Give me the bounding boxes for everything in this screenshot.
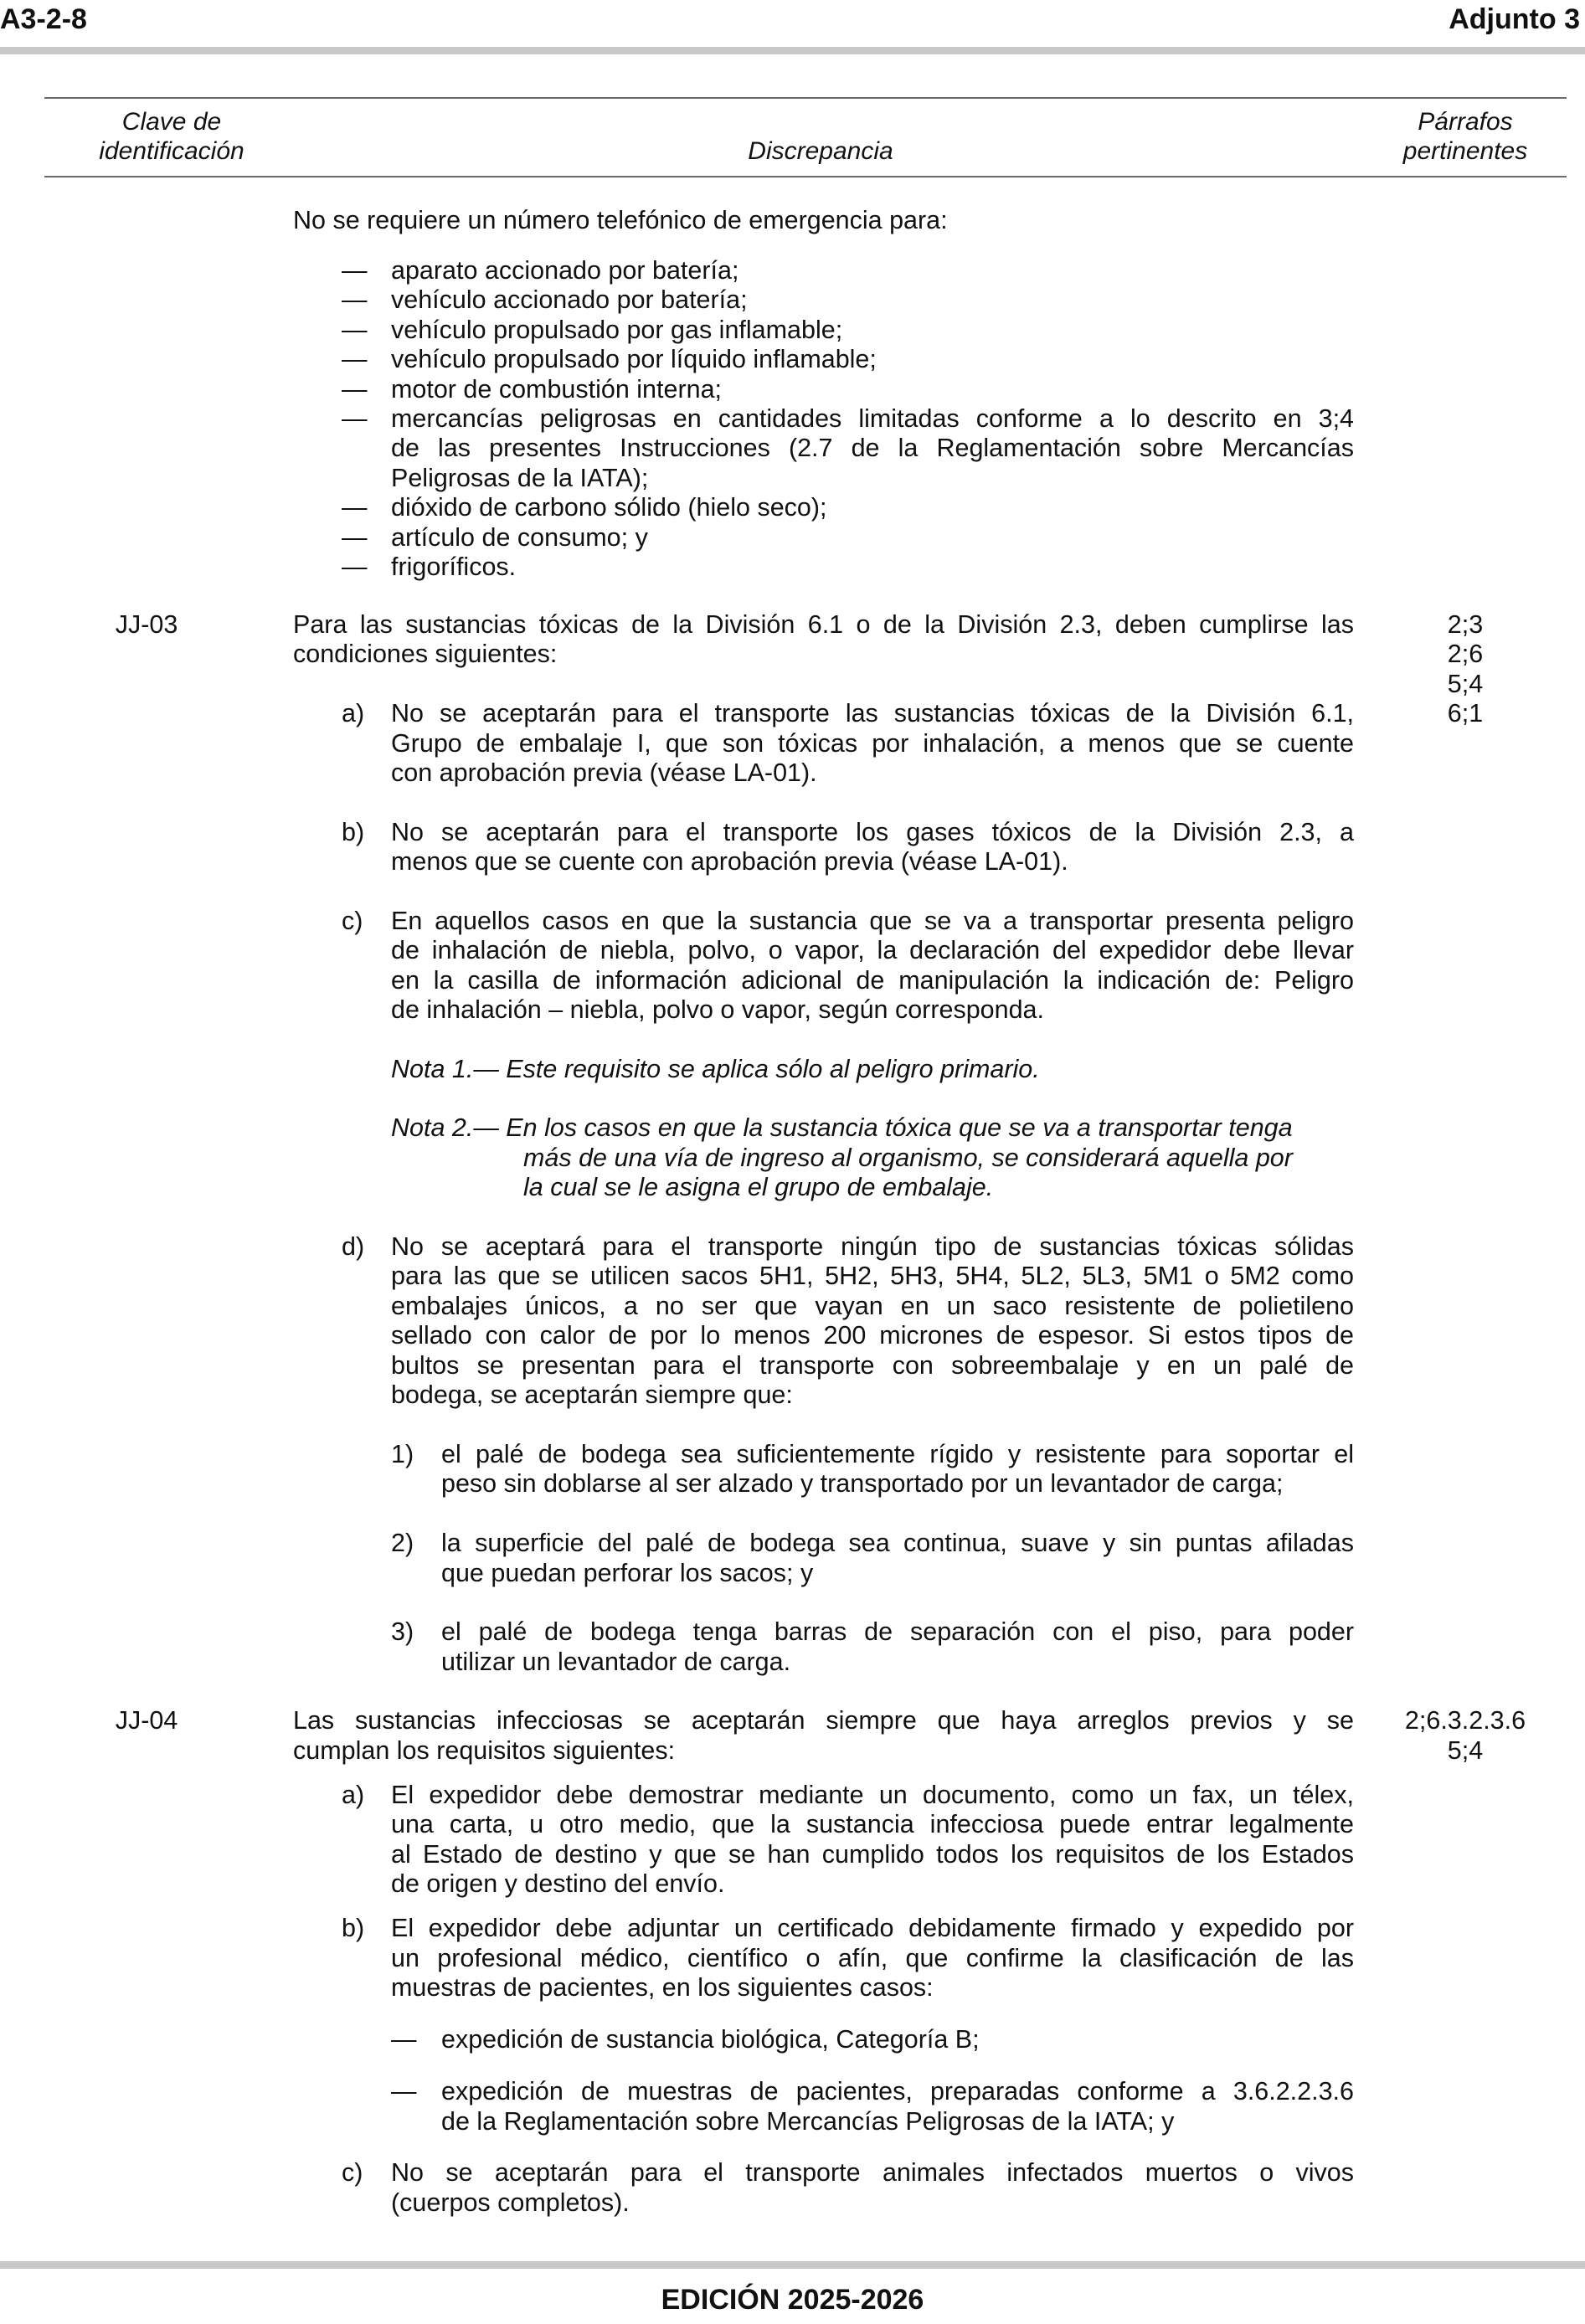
- list-item: aparato accionado por batería;: [391, 256, 739, 285]
- page-header-annex: Adjunto 3: [1449, 3, 1580, 35]
- item-label: c): [342, 907, 363, 935]
- paragraph-ref: 2;6.3.2.3.6: [1404, 1706, 1526, 1735]
- item-label: a): [342, 1781, 365, 1809]
- item-text: embalajes únicos, a no ser que vayan en un saco resistente de polietileno: [391, 1292, 1354, 1320]
- column-header-paragraphs: [1365, 107, 1566, 166]
- item-text: bultos se presentan para el transporte con sobreembalaje y en un palé de: [391, 1351, 1354, 1380]
- subitem-label: 3): [391, 1617, 414, 1646]
- entry-text: Las sustancias infecciosas se aceptarán siempre que haya arreglos previos y se: [293, 1706, 1354, 1735]
- note-2-continued: la cual se le asigna el grupo de embalaje.: [523, 1173, 994, 1201]
- paragraph-ref: 2;3: [1447, 610, 1484, 639]
- item-text: un profesional médico, científico o afín, que confirme la clasificación de las: [391, 1944, 1354, 1972]
- table-header-bottom-rule: [44, 176, 1567, 177]
- list-dash: —: [342, 404, 368, 433]
- item-text: (cuerpos completos).: [391, 2188, 630, 2217]
- table-header-top-rule: [44, 97, 1567, 99]
- note-2-continued: más de una vía de ingreso al organismo, se considerará aquella por: [523, 1144, 1293, 1172]
- subitem-text: que puedan perforar los sacos; y: [441, 1559, 814, 1587]
- item-text: menos que se cuente con aprobación previa (véase LA-01).: [391, 847, 1068, 876]
- list-item: dióxido de carbono sólido (hielo seco);: [391, 493, 827, 522]
- list-dash: —: [342, 345, 368, 373]
- item-text: de inhalación de niebla, polvo, o vapor, la declaración del expedidor debe llevar: [391, 936, 1354, 964]
- item-label: a): [342, 699, 365, 728]
- column-header-paragraphs-line1: Párrafos: [1418, 108, 1513, 136]
- subitem-label: 2): [391, 1529, 414, 1557]
- entry-text: condiciones siguientes:: [293, 640, 558, 668]
- subitem-text: utilizar un levantador de carga.: [441, 1648, 791, 1676]
- item-text: para las que se utilicen sacos 5H1, 5H2, 5H3, 5H4, 5L2, 5L3, 5M1 o 5M2 como: [391, 1262, 1354, 1290]
- list-dash: —: [342, 256, 368, 285]
- list-item: mercancías peligrosas en cantidades limitadas conforme a lo descrito en 3;4: [391, 404, 1354, 433]
- item-text: No se aceptará para el transporte ningún tipo de sustancias tóxicas sólidas: [391, 1232, 1354, 1261]
- subitem-text: el palé de bodega tenga barras de separación con el piso, para poder: [441, 1617, 1354, 1646]
- list-dash: —: [342, 493, 368, 522]
- subitem-label: 1): [391, 1440, 414, 1468]
- list-item: artículo de consumo; y: [391, 523, 648, 552]
- list-dash: —: [391, 2025, 417, 2054]
- item-text: una carta, u otro medio, que la sustancia infecciosa puede entrar legalmente: [391, 1810, 1354, 1838]
- item-text: de inhalación – niebla, polvo o vapor, según corresponda.: [391, 995, 1044, 1024]
- item-label: b): [342, 818, 365, 846]
- item-text: No se aceptarán para el transporte los gases tóxicos de la División 2.3, a: [391, 818, 1354, 846]
- identification-code: JJ-04: [115, 1706, 178, 1735]
- item-label: c): [342, 2158, 363, 2187]
- item-text: El expedidor debe demostrar mediante un documento, como un fax, un télex,: [391, 1781, 1354, 1809]
- item-text: bodega, se aceptarán siempre que:: [391, 1381, 793, 1409]
- item-text: con aprobación previa (véase LA-01).: [391, 758, 817, 787]
- paragraph-ref: 5;4: [1447, 1736, 1484, 1765]
- list-item: vehículo accionado por batería;: [391, 285, 748, 314]
- list-item: vehículo propulsado por líquido inflamable;: [391, 345, 877, 373]
- dash-item-text: de la Reglamentación sobre Mercancías Peligrosas de la IATA; y: [441, 2107, 1175, 2136]
- header-rule: [0, 47, 1585, 54]
- entry-text: cumplan los requisitos siguientes:: [293, 1736, 676, 1765]
- item-text: El expedidor debe adjuntar un certificado debidamente firmado y expedido por: [391, 1914, 1354, 1942]
- column-header-code: [67, 107, 276, 166]
- identification-code: JJ-03: [115, 610, 178, 639]
- dash-item-text: expedición de sustancia biológica, Categoría B;: [441, 2025, 980, 2054]
- subitem-text: la superficie del palé de bodega sea continua, suave y sin puntas afiladas: [441, 1529, 1354, 1557]
- item-text: al Estado de destino y que se han cumplido todos los requisitos de los Estados: [391, 1840, 1354, 1869]
- list-dash: —: [342, 375, 368, 404]
- list-dash: —: [342, 285, 368, 314]
- paragraph-ref: 6;1: [1447, 699, 1484, 728]
- item-text: No se aceptarán para el transporte animales infectados muertos o vivos: [391, 2158, 1354, 2187]
- list-dash: —: [342, 316, 368, 344]
- page-header-code: A3-2-8: [0, 3, 87, 35]
- list-item-continued: Peligrosas de la IATA);: [391, 464, 649, 492]
- column-header-code-line2: identificación: [99, 137, 244, 165]
- list-dash: —: [391, 2077, 417, 2105]
- list-dash: —: [342, 553, 368, 581]
- paragraph-ref: 5;4: [1447, 670, 1484, 698]
- intro-text: No se requiere un número telefónico de emergencia para:: [293, 206, 948, 234]
- item-label: b): [342, 1914, 365, 1942]
- list-dash: —: [342, 523, 368, 552]
- list-item: frigoríficos.: [391, 553, 517, 581]
- edition-footer: EDICIÓN 2025-2026: [661, 2284, 924, 2316]
- item-text: Grupo de embalaje I, que son tóxicas por inhalación, a menos que se cuente: [391, 729, 1354, 758]
- list-item: vehículo propulsado por gas inflamable;: [391, 316, 843, 344]
- subitem-text: el palé de bodega sea suficientemente rígido y resistente para soportar el: [441, 1440, 1354, 1468]
- subitem-text: peso sin doblarse al ser alzado y transportado por un levantador de carga;: [441, 1469, 1284, 1498]
- item-text: No se aceptarán para el transporte las sustancias tóxicas de la División 6.1,: [391, 699, 1354, 728]
- item-text: En aquellos casos en que la sustancia que se va a transportar presenta peligro: [391, 907, 1354, 935]
- item-text: de origen y destino del envío.: [391, 1869, 725, 1898]
- list-item: motor de combustión interna;: [391, 375, 723, 404]
- column-header-paragraphs-line2: pertinentes: [1402, 137, 1528, 165]
- note-1: Nota 1.— Este requisito se aplica sólo al peligro primario.: [391, 1055, 1040, 1083]
- column-header-code-line1: Clave de: [121, 108, 222, 136]
- dash-item-text: expedición de muestras de pacientes, preparadas conforme a 3.6.2.2.3.6: [441, 2077, 1354, 2105]
- note-2: Nota 2.— En los casos en que la sustancia tóxica que se va a transportar tenga: [391, 1113, 1293, 1142]
- column-header-discrepancy: Discrepancia: [748, 137, 893, 165]
- entry-text: Para las sustancias tóxicas de la División 6.1 o de la División 2.3, deben cumplirse las: [293, 610, 1354, 639]
- item-text: en la casilla de información adicional de manipulación la indicación de: Peligro: [391, 966, 1354, 995]
- paragraph-ref: 2;6: [1447, 640, 1484, 668]
- footer-rule: [0, 2261, 1585, 2269]
- item-label: d): [342, 1232, 365, 1261]
- item-text: muestras de pacientes, en los siguientes casos:: [391, 1973, 934, 2002]
- list-item-continued: de las presentes Instrucciones (2.7 de la Reglamentación sobre Mercancías: [391, 434, 1354, 462]
- item-text: sellado con calor de por lo menos 200 micrones de espesor. Si estos tipos de: [391, 1321, 1354, 1350]
